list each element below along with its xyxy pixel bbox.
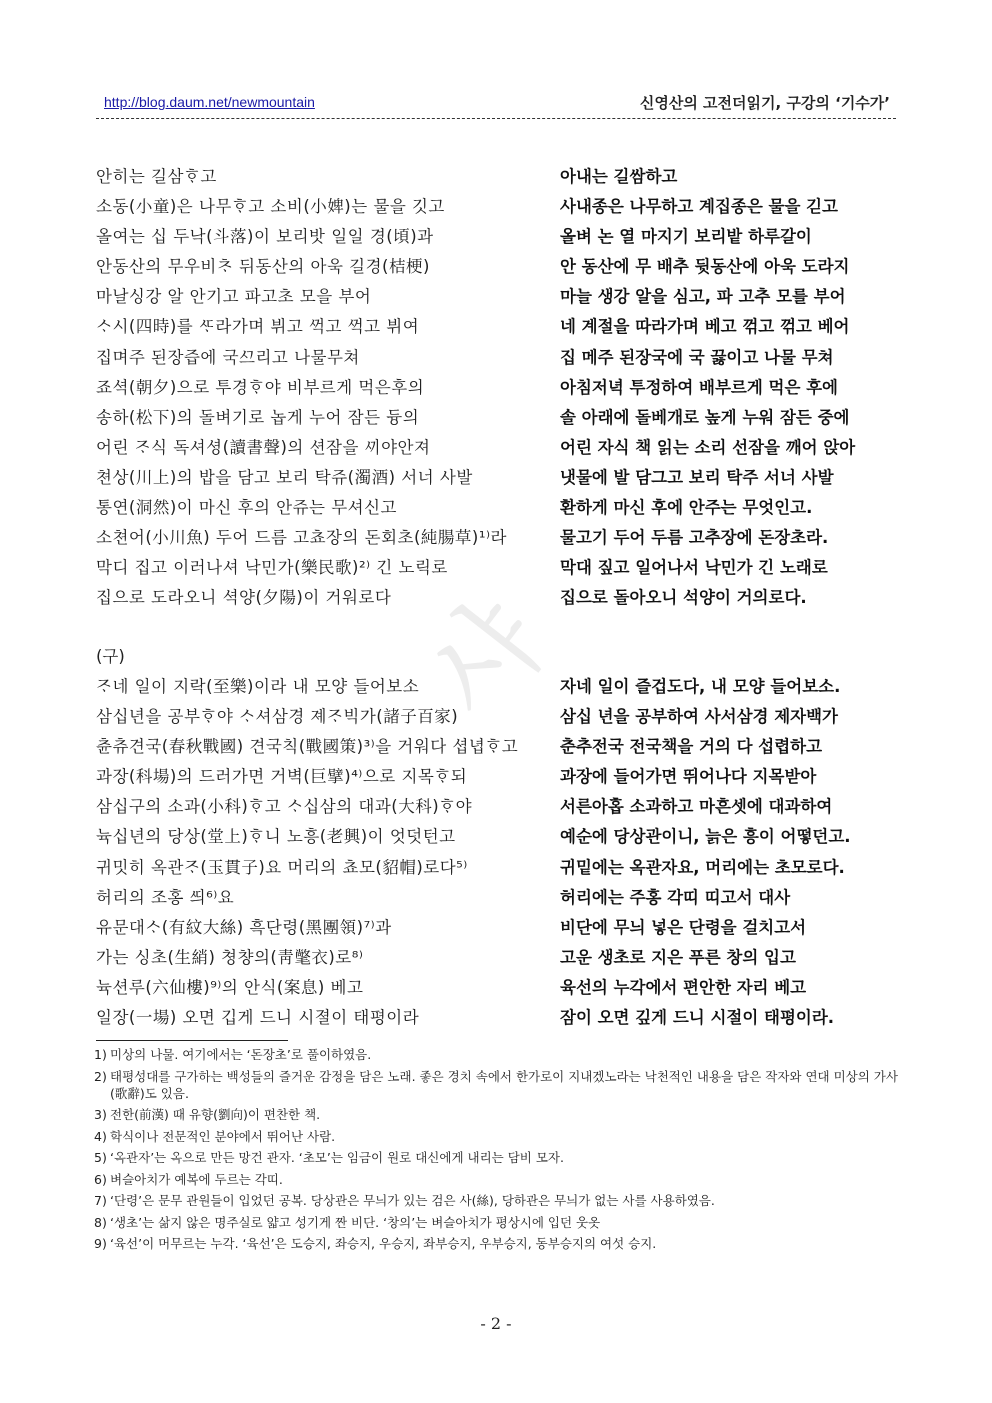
footnote	[94, 1171, 904, 1188]
verse-row	[96, 313, 896, 343]
blog-link[interactable]: http://blog.daum.net/newmountain	[104, 94, 315, 110]
footnote-number: 1)	[94, 1047, 107, 1062]
verse-block-1	[96, 163, 896, 614]
verse-modern: 올벼 논 열 마지기 보리밭 하루갈이	[560, 227, 812, 247]
footnote	[94, 1128, 904, 1145]
verse-original: 귀밋히 옥관ᄌᆞ(玉貫子)요 머리의 쵸모(貂帽)로다⁵⁾	[96, 857, 468, 877]
verse-modern: 비단에 무늬 넣은 단령을 걸치고서	[560, 917, 807, 937]
verse-original: 과장(科場)의 드러가면 거벽(巨擘)⁴⁾으로 지목ᄒᆞ되	[96, 767, 468, 787]
verse-modern: 냇물에 발 담그고 보리 탁주 서너 사발	[560, 467, 834, 487]
verse-modern: 어린 자식 책 읽는 소리 선잠을 깨어 앉아	[560, 437, 856, 457]
verse-row	[96, 253, 896, 283]
verse-row	[96, 404, 896, 434]
verse-modern: 서른아홉 소과하고 마흔셋에 대과하여	[560, 797, 833, 817]
verse-original: 안동산의 무우비ᄎᆞ 뒤동산의 아욱 길경(桔梗)	[96, 257, 430, 277]
verse-modern: 솔 아래에 돌베개로 높게 누워 잠든 중에	[560, 407, 850, 427]
page-number: - 2 -	[480, 1314, 512, 1333]
verse-row	[96, 854, 896, 884]
verse-row	[96, 434, 896, 464]
verse-modern: 허리에는 주홍 각띠 띠고서 대사	[560, 887, 791, 907]
footnote-text: ‘옥관자’는 옥으로 만든 망건 관자. ‘초모’는 임금이 원로 대신에게 내리는 담비 모자.	[110, 1150, 564, 1165]
verse-modern: 아내는 길쌈하고	[560, 167, 678, 186]
verse-row	[96, 344, 896, 374]
footnote-text: ‘육선’이 머무르는 누각. ‘육선’은 도승지, 좌승지, 우승지, 좌부승지, 우부승지, 동부승지의 여섯 승지.	[110, 1236, 657, 1251]
footnote	[94, 1106, 904, 1123]
verse-original: 일장(一場) 오면 깁게 드니 시졀이 태평이라	[96, 1008, 420, 1028]
footnote-text: 미상의 나물. 여기에서는 ‘돈장초’로 풀이하였음.	[110, 1047, 372, 1062]
verse-row	[96, 283, 896, 313]
verse-modern: 자네 일이 즐겁도다, 내 모양 들어보소.	[560, 677, 841, 696]
verse-modern: 육선의 누각에서 편안한 자리 베고	[560, 977, 807, 997]
verse-row	[96, 554, 896, 584]
verse-modern: 마늘 생강 알을 심고, 파 고추 모를 부어	[560, 287, 846, 307]
page-header	[96, 92, 896, 116]
footnote-text: ‘생초’는 삶지 않은 명주실로 얇고 성기게 짠 비단. ‘창의’는 벼슬아치가 평상시에 입던 웃옷	[110, 1214, 601, 1230]
footnote-separator	[96, 1040, 288, 1041]
footnote-text: 전한(前漢) 때 유향(劉向)이 편찬한 책.	[110, 1107, 321, 1122]
verse-original: 올여는 십 두낙(斗落)이 보리밧 일일 경(頃)과	[96, 227, 434, 247]
verse-row	[96, 163, 896, 193]
verse-original: 통연(洞然)이 마신 후의 안쥬는 무셔신고	[96, 498, 397, 518]
verse-modern: 예순에 당상관이니, 늙은 흥이 어떻던고.	[560, 827, 851, 847]
verse-modern: 안 동산에 무 배추 뒷동산에 아욱 도라지	[560, 257, 850, 277]
footnote	[94, 1235, 904, 1252]
verse-row	[96, 223, 896, 253]
verse-modern: 환하게 마신 후에 안주는 무엇인고.	[560, 498, 813, 518]
verse-row	[96, 494, 896, 524]
verse-modern: 삼십 년을 공부하여 사서삼경 제자백가	[560, 707, 839, 727]
section-marker: (구)	[96, 647, 125, 666]
verse-original: 유문대ᄉᆞ(有紋大絲) 흑단령(黑團領)⁷⁾과	[96, 917, 392, 937]
verse-original: ᄉᆞ시(四時)를 ᄯᆞ라가며 뷔고 ᄭᅥᆨ고 ᄭᅥᆨ고 뷔여	[96, 317, 420, 337]
verse-modern: 사내종은 나무하고 계집종은 물을 긷고	[560, 197, 839, 217]
verse-row	[96, 914, 896, 944]
verse-row	[96, 793, 896, 823]
header-divider	[96, 118, 896, 119]
verse-row	[96, 944, 896, 974]
verse-original: 소동(小童)은 나무ᄒᆞ고 소비(小婢)는 물을 깃고	[96, 197, 445, 217]
verse-modern: 집 메주 된장국에 국 끓이고 나물 무쳐	[560, 347, 834, 367]
verse-original: 집며주 된장즙에 국ᄭᅳ리고 나물무쳐	[96, 347, 360, 367]
footnotes	[94, 1046, 904, 1257]
verse-original: 허리의 조홍 ᄯᅴ⁶⁾요	[96, 887, 235, 907]
footnote-number: 3)	[94, 1107, 107, 1122]
verse-row	[96, 823, 896, 853]
footnote-number: 5)	[94, 1150, 107, 1165]
footnote-text: ‘단령’은 문무 관원들이 입었던 공복. 당상관은 무늬가 있는 검은 사(絲), 당하관은 무늬가 없는 사를 사용하였음.	[110, 1193, 715, 1208]
verse-modern: 물고기 두어 두름 고추장에 돈장초라.	[560, 528, 829, 548]
footnote-text: 벼슬아치가 예복에 두르는 각띠.	[110, 1171, 283, 1187]
verse-original: 소쳔어(小川魚) 두어 드름 고쵸장의 돈회초(純腸草)¹⁾라	[96, 528, 507, 548]
footnote	[94, 1046, 904, 1063]
verse-row	[96, 703, 896, 733]
verse-original: 삼십년을 공부ᄒᆞ야 ᄉᆞ셔삼경 졔ᄌᆞ빅가(諸子百家)	[96, 707, 459, 727]
verse-row	[96, 524, 896, 554]
footnote-text: 태평성대를 구가하는 백성들의 즐거운 감정을 담은 노래. 좋은 경치 속에서 한가로이 지내겠노라는 낙천적인 내용을 담은 작자와 연대 미상의 가사(歌辭)도 있음.	[110, 1068, 898, 1101]
header-title: 신영산의 고전더읽기, 구강의 ‘기수가’	[639, 94, 890, 112]
verse-row	[96, 193, 896, 223]
footnote	[94, 1192, 904, 1209]
verse-row	[96, 584, 896, 614]
footnote-text: 학식이나 전문적인 분야에서 뛰어난 사람.	[110, 1128, 336, 1144]
verse-row	[96, 673, 896, 703]
verse-modern: 잠이 오면 깊게 드니 시절이 태평이라.	[560, 1008, 835, 1028]
verse-original: 마날싱강 알 안기고 파고초 모을 부어	[96, 287, 372, 307]
footnote	[94, 1068, 904, 1102]
footnote-number: 2)	[94, 1068, 107, 1084]
footnote	[94, 1149, 904, 1166]
footnote-number: 8)	[94, 1214, 107, 1230]
verse-row	[96, 763, 896, 793]
verse-original: 가는 싱초(生綃) 쳥챵의(靑氅衣)로⁸⁾	[96, 947, 364, 967]
verse-original: 삼십구의 소과(小科)ᄒᆞ고 ᄉᆞ십삼의 대과(大科)ᄒᆞ야	[96, 797, 473, 817]
footnote-number: 7)	[94, 1193, 107, 1208]
verse-modern: 아침저녁 투정하여 배부르게 먹은 후에	[560, 377, 839, 397]
footnote	[94, 1214, 904, 1231]
watermark: 샤	[401, 578, 569, 742]
footnote-number: 6)	[94, 1171, 107, 1187]
verse-modern: 네 계절을 따라가며 베고 꺾고 꺾고 베어	[560, 317, 850, 337]
verse-modern: 과장에 들어가면 뛰어나다 지목받아	[560, 767, 817, 787]
verse-original: 안히는 길삼ᄒᆞ고	[96, 167, 217, 186]
verse-row	[96, 1004, 896, 1034]
verse-row	[96, 464, 896, 494]
verse-original: 츈츄견국(春秋戰國) 견국칙(戰國策)³⁾을 거워다 셥녑ᄒᆞ고	[96, 737, 519, 757]
verse-row	[96, 974, 896, 1004]
verse-original: ᄌᆞ네 일이 지락(至樂)이라 내 모양 들어보소	[96, 677, 420, 696]
verse-row	[96, 884, 896, 914]
verse-modern: 귀밑에는 옥관자요, 머리에는 초모로다.	[560, 857, 845, 877]
verse-block-2	[96, 673, 896, 1034]
footnote-number: 4)	[94, 1128, 107, 1144]
verse-row	[96, 733, 896, 763]
verse-original: 송하(松下)의 돌벼기로 놉게 누어 잠든 듕의	[96, 407, 420, 427]
verse-original: 죠셕(朝夕)으로 투경ᄒᆞ야 비부르게 먹은후의	[96, 377, 425, 397]
verse-original: 뉵십년의 당상(堂上)ᄒᆞ니 노흥(老興)이 엇덧턴고	[96, 827, 456, 847]
verse-modern: 춘추전국 전국책을 거의 다 섭렵하고	[560, 737, 823, 757]
verse-original: 뉵션루(六仙樓)⁹⁾의 안식(案息) 베고	[96, 977, 364, 997]
verse-original: 막디 집고 이러나셔 낙민가(樂民歌)²⁾ 긴 노릭로	[96, 558, 448, 578]
verse-modern: 고운 생초로 지은 푸른 창의 입고	[560, 947, 796, 967]
footnote-number: 9)	[94, 1236, 107, 1251]
verse-original: 쳔상(川上)의 밥을 담고 보리 탁쥬(濁酒) 서너 사발	[96, 467, 473, 487]
verse-row	[96, 374, 896, 404]
verse-original: 집으로 도라오니 셕양(夕陽)이 거워로다	[96, 588, 392, 608]
verse-original: 어린 ᄌᆞ식 독셔셩(讀書聲)의 션잠을 ᄭᅵ야안져	[96, 437, 431, 457]
verse-modern: 막대 짚고 일어나서 낙민가 긴 노래로	[560, 558, 828, 578]
verse-modern: 집으로 돌아오니 석양이 거의로다.	[560, 588, 807, 608]
